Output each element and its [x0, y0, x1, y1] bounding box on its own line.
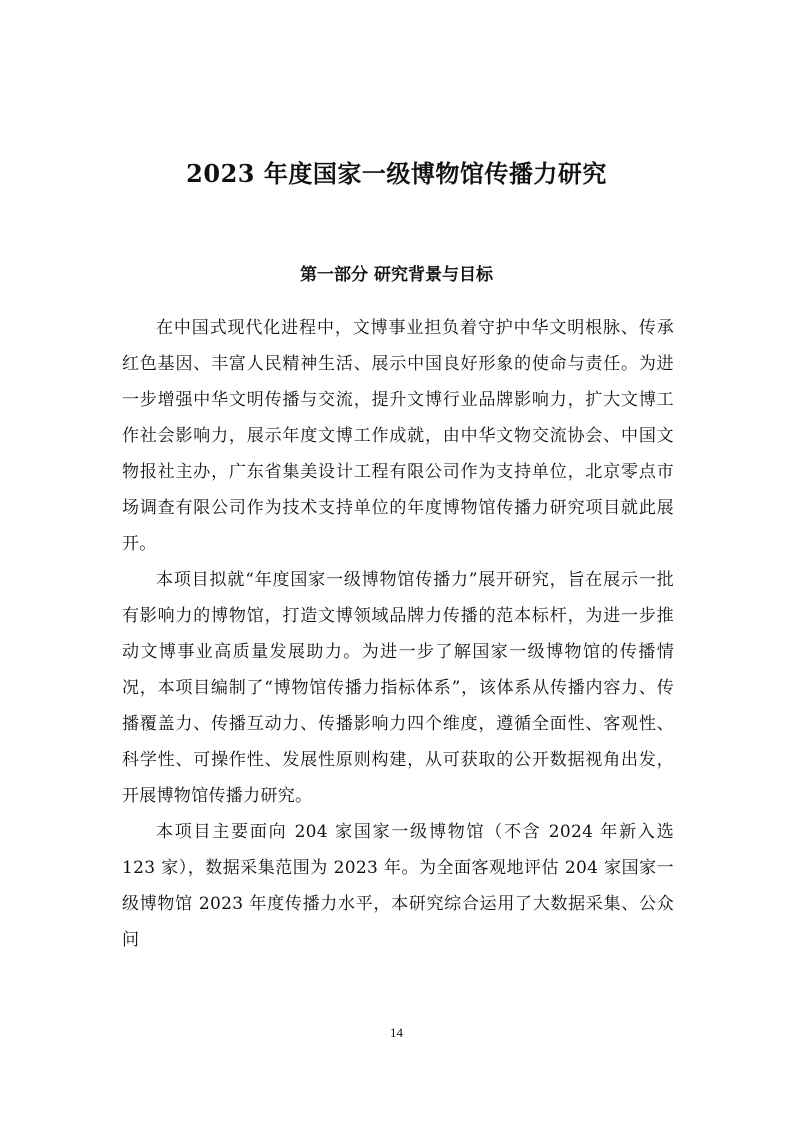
document-body: [122, 310, 674, 958]
document-title: 2023 年度国家一级博物馆传播力研究: [186, 159, 607, 188]
section-title: 第一部分 研究背景与目标: [300, 265, 493, 285]
paragraph: 本项目拟就“年度国家一级博物馆传播力”展开研究，旨在展示一批有影响力的博物馆，打造文博领域品牌力传播的范本标杆，为进一步推动文博事业高质量发展助力。为进一步了解国家一级博物馆的传播情况，本项目编制了“博物馆传播力指标体系”，该体系从传播内容力、传播覆盖力、传播互动力、传播影响力四个维度，遵循全面性、客观性、科学性、可操作性、发展性原则构建，从可获取的公开数据视角出发，开展博物馆传播力研究。: [122, 570, 674, 806]
page-number: 14: [390, 1025, 403, 1040]
paragraph: 在中国式现代化进程中，文博事业担负着守护中华文明根脉、传承红色基因、丰富人民精神生活、展示中国良好形象的使命与责任。为进一步增强中华文明传播与交流，提升文博行业品牌影响力，扩大文博工作社会影响力，展示年度文博工作成就，由中华文物交流协会、中国文物报社主办，广东省集美设计工程有限公司作为支持单位，北京零点市场调查有限公司作为技术支持单位的年度博物馆传播力研究项目就此展开。: [122, 318, 674, 554]
paragraph: 本项目主要面向 204 家国家一级博物馆（不含 2024 年新入选 123 家），数据采集范围为 2023 年。为全面客观地评估 204 家国家一级博物馆 2023 年度传播力水平，本研究综合运用了大数据采集、公众问: [122, 822, 674, 950]
